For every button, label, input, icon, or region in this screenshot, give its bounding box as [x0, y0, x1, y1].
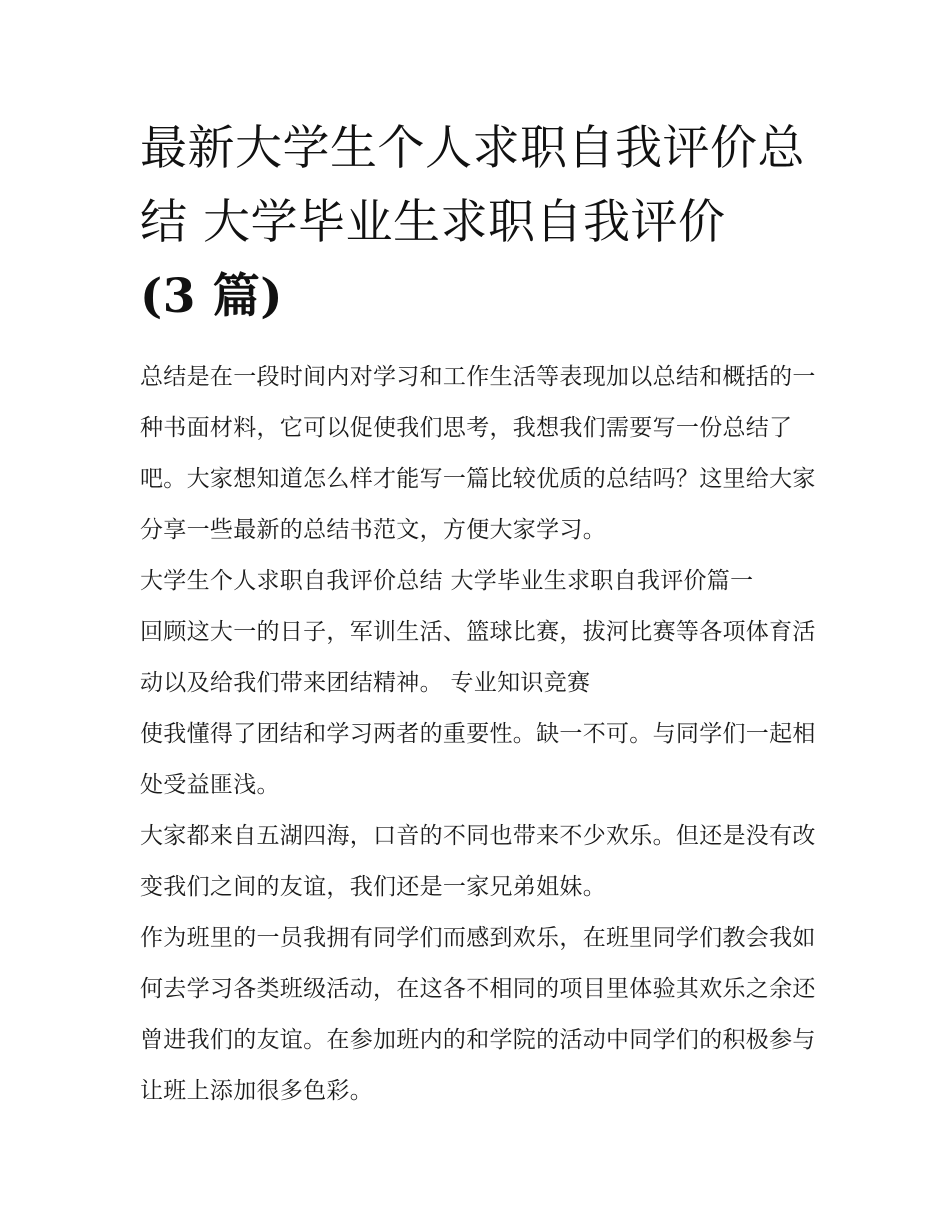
title-suffix: (3 篇)	[140, 269, 284, 324]
paragraph-class-member: 作为班里的一员我拥有同学们而感到欢乐，在班里同学们教会我如何去学习各类班级活动，在这各不相同的项目里体验其欢乐之余还曾进我们的友谊。在参加班内的和学院的活动中同学们的积极参与让班上添加很多色彩。	[140, 925, 816, 1104]
document-title	[140, 112, 820, 334]
paragraph-friendship: 大家都来自五湖四海，口音的不同也带来不少欢乐。但还是没有改变我们之间的友谊，我们还是一家兄弟姐妹。	[140, 823, 816, 900]
paragraph-teamwork: 使我懂得了团结和学习两者的重要性。缺一不可。与同学们一起相处受益匪浅。	[140, 721, 816, 798]
paragraph-heading: 大学生个人求职自我评价总结 大学毕业生求职自我评价篇一	[140, 568, 754, 594]
title-main: 最新大学生个人求职自我评价总结 大学毕业生求职自我评价	[140, 121, 805, 250]
paragraph-review: 回顾这大一的日子，军训生活、篮球比赛，拔河比赛等各项体育活动以及给我们带来团结精神。 专业知识竞赛	[140, 619, 816, 696]
document-body	[140, 112, 820, 1117]
paragraph-intro: 总结是在一段时间内对学习和工作生活等表现加以总结和概括的一种书面材料，它可以促使我们思考，我想我们需要写一份总结了吧。大家想知道怎么样才能写一篇比较优质的总结吗？这里给大家分享一些最新的总结书范文，方便大家学习。	[140, 364, 816, 543]
